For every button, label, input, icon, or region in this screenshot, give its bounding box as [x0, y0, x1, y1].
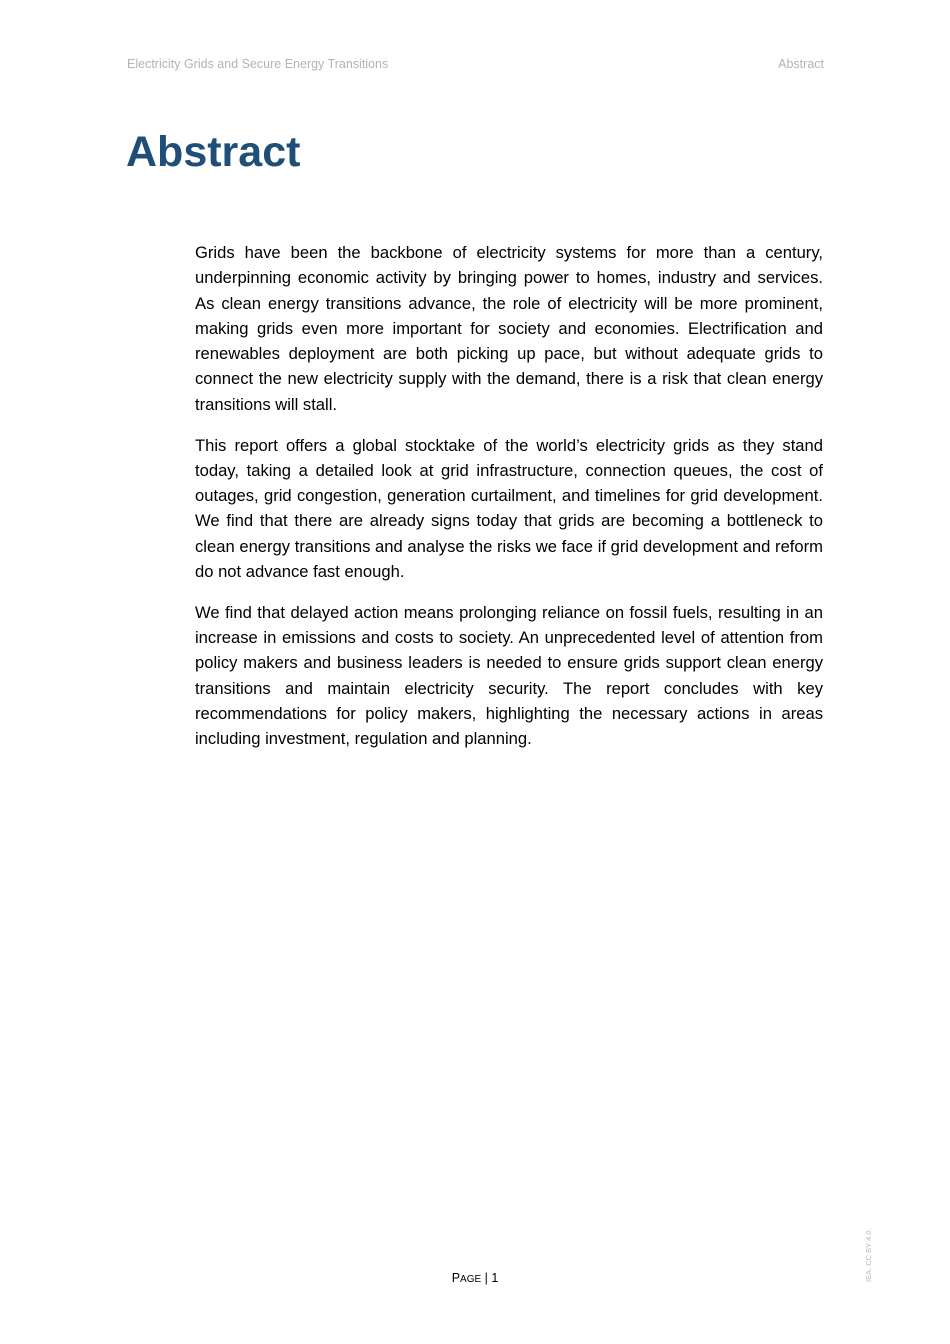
license-note: IEA. CC BY 4.0. — [864, 1228, 873, 1282]
page-separator: | — [481, 1271, 492, 1285]
page-label-rest: AGE — [460, 1274, 482, 1285]
paragraph: We find that delayed action means prolonging reliance on fossil fuels, resulting in an increase in emissions and costs to society. An unprecedented level of attention from policy makers and business leaders is needed to ensure grids support clean energy transitions and maintain electricity security. The report concludes with key recommendations for policy makers, highlighting the necessary actions in areas including investment, regulation and planning. — [195, 602, 823, 749]
page-label-initial: P — [451, 1271, 461, 1285]
abstract-body — [195, 240, 823, 767]
running-header — [127, 57, 824, 73]
page-footer — [0, 1271, 950, 1285]
section-name: Abstract — [778, 57, 824, 71]
paragraph: This report offers a global stocktake of the world’s electricity grids as they stand today, taking a detailed look at grid infrastructure, connection queues, the cost of outages, grid congestion, generation curtailment, and timelines for grid development. We find that there are already signs today that grids are becoming a bottleneck to clean energy transitions and analyse the risks we face if grid development and reform do not advance fast enough. — [195, 435, 823, 582]
page-number: 1 — [491, 1271, 499, 1285]
page-title: Abstract — [126, 128, 301, 176]
paragraph: Grids have been the backbone of electricity systems for more than a century, underpinning economic activity by bringing power to homes, industry and services. As clean energy transitions advance, the role of electricity will be more prominent, making grids even more important for society and economies. Electrification and renewables deployment are both picking up pace, but without adequate grids to connect the new electricity supply with the demand, there is a risk that clean energy transitions will stall. — [195, 243, 823, 414]
report-title: Electricity Grids and Secure Energy Transitions — [127, 57, 389, 71]
